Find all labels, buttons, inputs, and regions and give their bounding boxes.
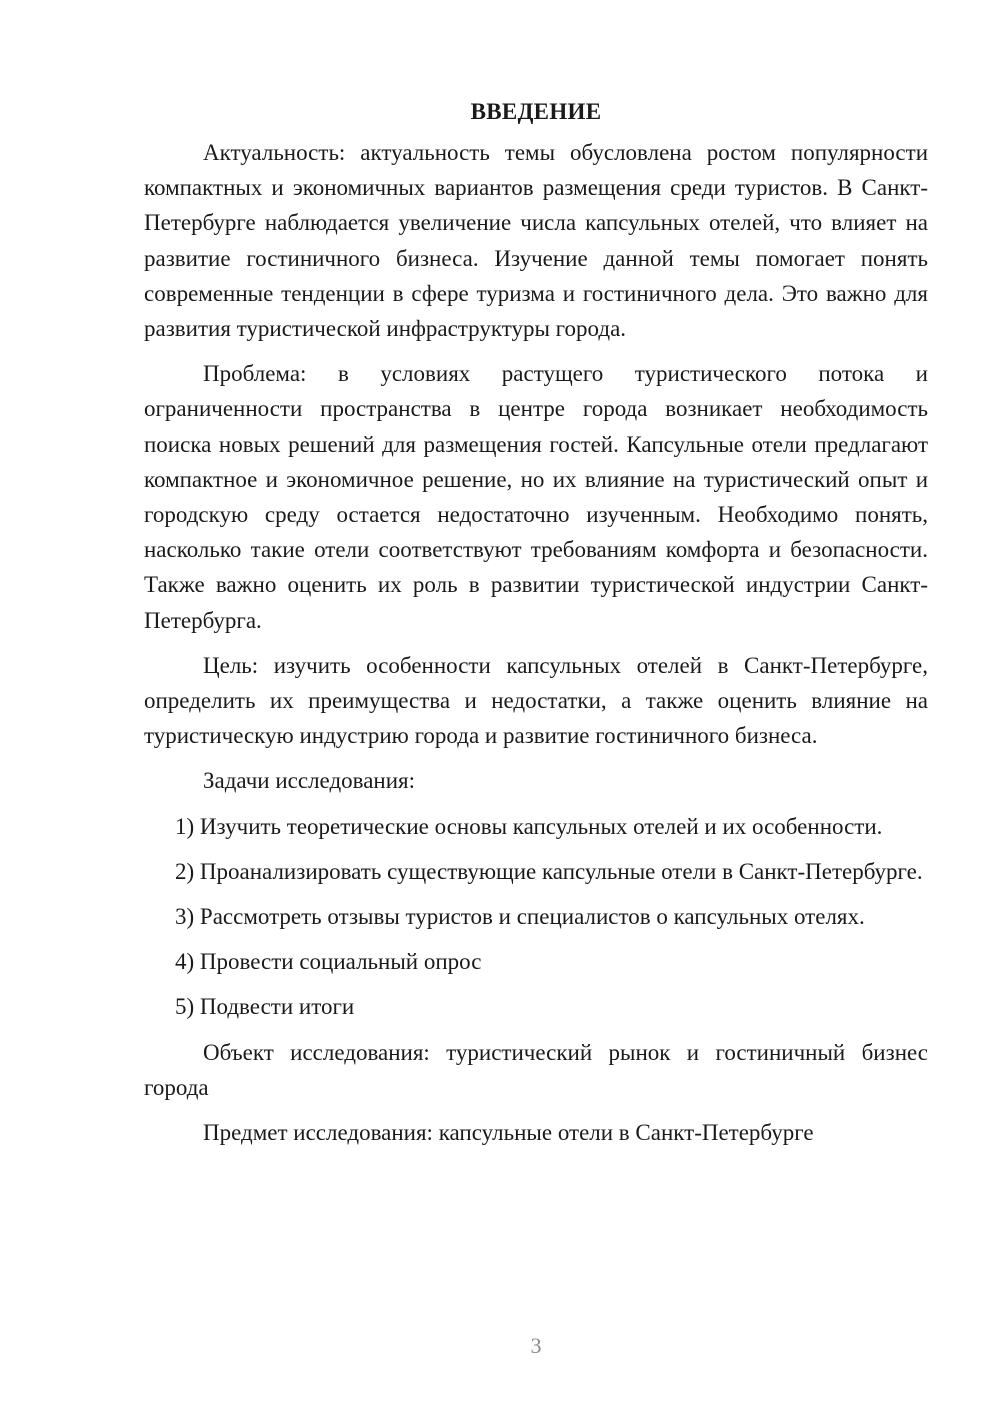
task-item-2: 2) Проанализировать существующие капсульные отели в Санкт-Петербурге. [175,858,923,884]
task-item-5: 5) Подвести итоги [175,994,355,1020]
task-item-4: 4) Провести социальный опрос [175,949,482,975]
relevance-paragraph: Актуальность: актуальность темы обусловлена ростом популярности компактных и экономичных вариантов размещения среди туристов. В Санкт-Петербурге наблюдается увеличение числа капсульных отелей, что влияет на развитие гостиничного бизнеса. Изучение данной темы помогает понять современные тенденции в сфере туризма и гостиничного дела. Это важно для развития туристической инфраструктуры города. [144,140,928,342]
goal-paragraph: Цель: изучить особенности капсульных отелей в Санкт-Петербурге, определить их преимущества и недостатки, а также оценить влияние на туристическую индустрию города и развитие гостиничного бизнеса. [144,652,928,749]
research-subject-paragraph: Предмет исследования: капсульные отели в Санкт-Петербурге [203,1120,814,1146]
page-number: 3 [530,1333,542,1358]
research-object-paragraph: Объект исследования: туристический рынок и гостиничный бизнес города [144,1039,928,1100]
page-content [144,94,928,1160]
problem-paragraph: Проблема: в условиях растущего туристического потока и ограниченности пространства в центре города возникает необходимость поиска новых решений для размещения гостей. Капсульные отели предлагают компактное и экономичное решение, но их влияние на туристический опыт и городскую среду остается недостаточно изученным. Необходимо понять, насколько такие отели соответствуют требованиям комфорта и безопасности. Также важно оценить их роль в развитии туристической индустрии Санкт-Петербурга. [144,361,928,633]
task-item-3: 3) Рассмотреть отзывы туристов и специалистов о капсульных отелях. [175,904,865,930]
task-item-1: 1) Изучить теоретические основы капсульных отелей и их особенности. [175,813,883,839]
tasks-heading: Задачи исследования: [203,768,416,794]
section-title: ВВЕДЕНИЕ [470,99,602,124]
